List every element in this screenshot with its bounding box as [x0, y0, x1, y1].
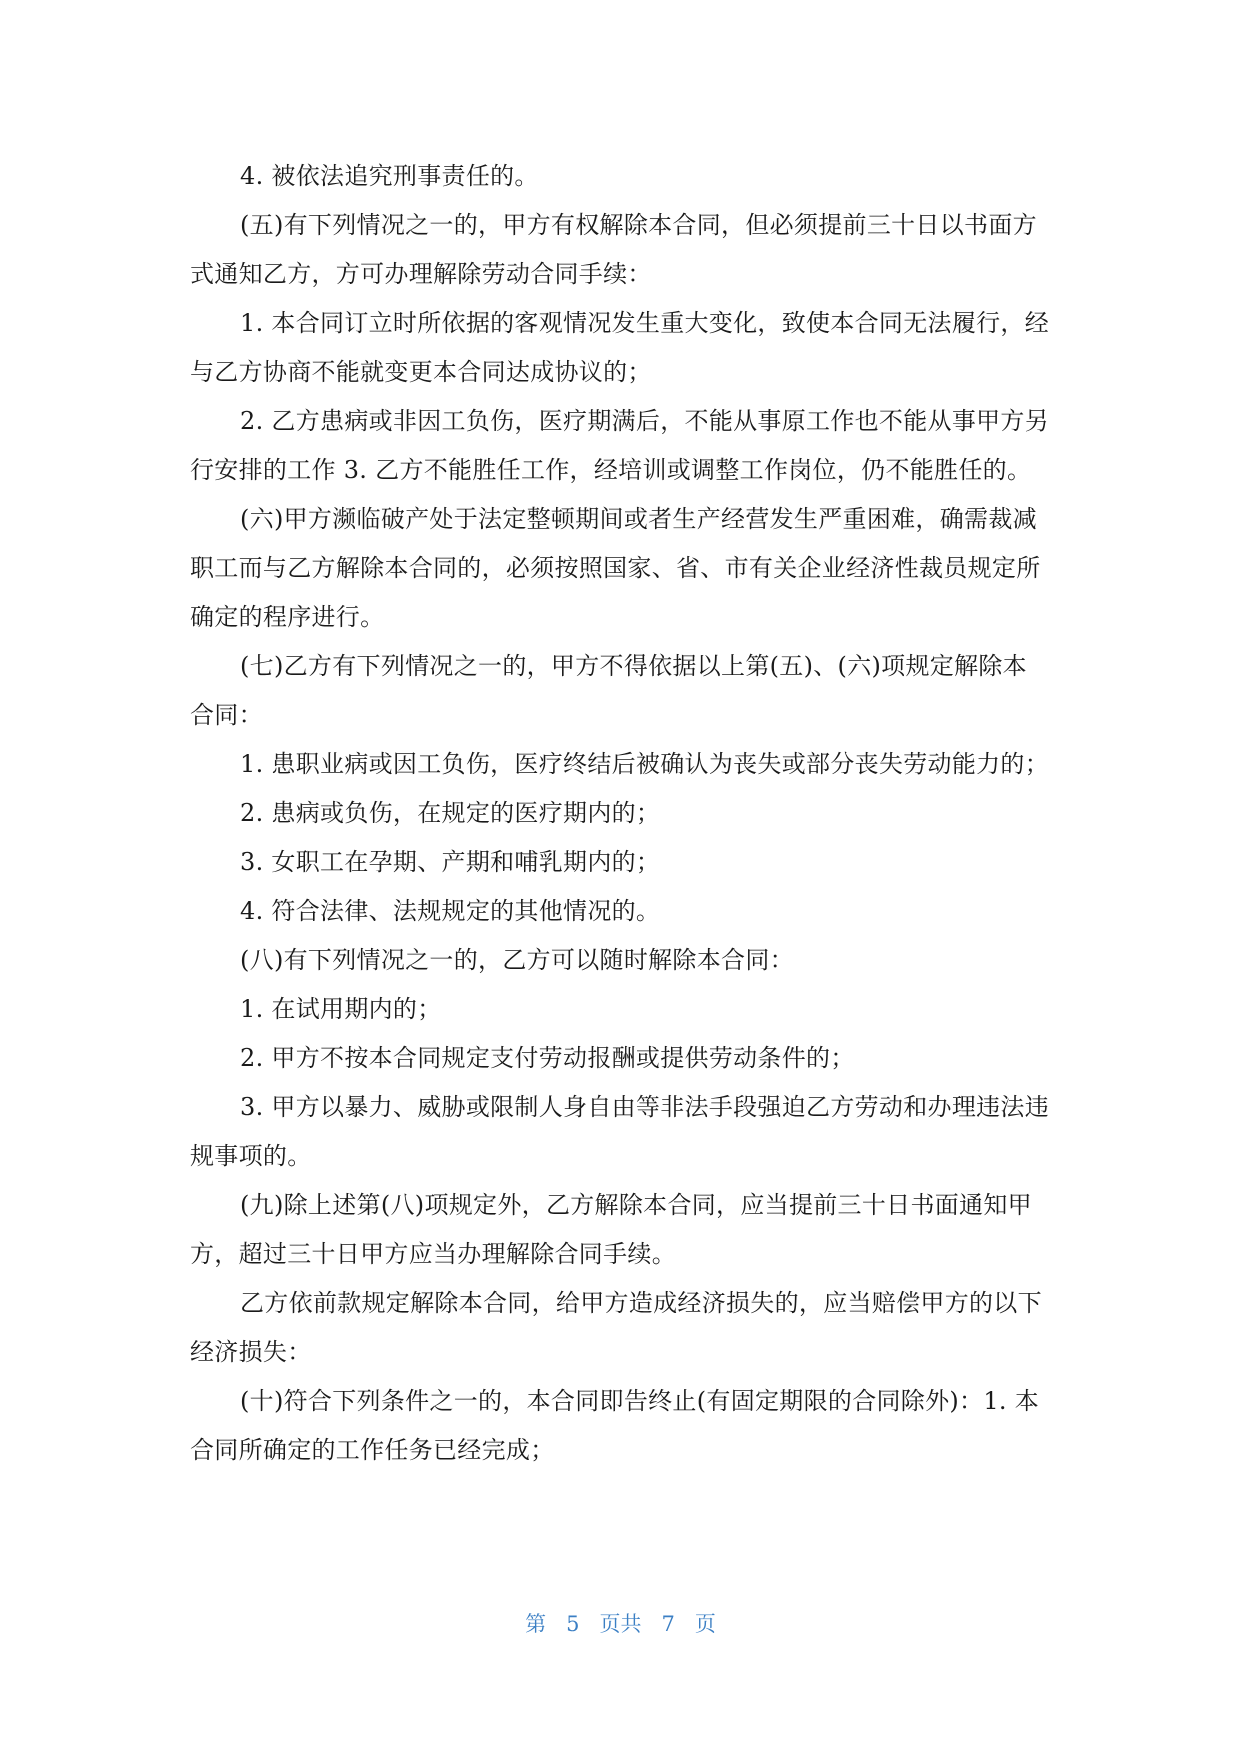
- paragraph-9: 3. 女职工在孕期、产期和哺乳期内的；: [240, 848, 661, 876]
- paragraph-12: 1. 在试用期内的；: [240, 995, 442, 1023]
- paragraph-2: (五)有下列情况之一的，甲方有权解除本合同，但必须提前三十日以书面方式通知乙方，方可办理解除劳动合同手续：: [190, 211, 1037, 288]
- paragraph-17: (十)符合下列条件之一的，本合同即告终止(有固定期限的合同除外)：1. 本合同所确定的工作任务已经完成；: [190, 1387, 1040, 1464]
- paragraph-10: 4. 符合法律、法规规定的其他情况的。: [240, 897, 661, 925]
- paragraph-4: 2. 乙方患病或非因工负伤，医疗期满后，不能从事原工作也不能从事甲方另行安排的工作 3. 乙方不能胜任工作，经培训或调整工作岗位，仍不能胜任的。: [190, 407, 1050, 484]
- page-suffix: 页: [694, 1612, 716, 1636]
- paragraph-11: (八)有下列情况之一的，乙方可以随时解除本合同：: [240, 946, 794, 974]
- page-mid-label: 页共: [599, 1612, 642, 1636]
- paragraph-14: 3. 甲方以暴力、威胁或限制人身自由等非法手段强迫乙方劳动和办理违法违规事项的。: [190, 1093, 1050, 1170]
- paragraph-8: 2. 患病或负伤，在规定的医疗期内的；: [240, 799, 661, 827]
- paragraph-5: (六)甲方濒临破产处于法定整顿期间或者生产经营发生严重困难，确需裁减职工而与乙方解除本合同的，必须按照国家、省、市有关企业经济性裁员规定所确定的程序进行。: [190, 505, 1041, 631]
- paragraph-13: 2. 甲方不按本合同规定支付劳动报酬或提供劳动条件的；: [240, 1044, 855, 1072]
- paragraph-6: (七)乙方有下列情况之一的，甲方不得依据以上第(五)、(六)项规定解除本合同：: [190, 652, 1027, 729]
- total-pages-number: 7: [661, 1612, 675, 1636]
- paragraph-1: 4. 被依法追究刑事责任的。: [240, 162, 539, 190]
- paragraph-15: (九)除上述第(八)项规定外，乙方解除本合同，应当提前三十日书面通知甲方，超过三十日甲方应当办理解除合同手续。: [190, 1191, 1032, 1268]
- paragraph-3: 1. 本合同订立时所依据的客观情况发生重大变化，致使本合同无法履行，经与乙方协商不能就变更本合同达成协议的；: [190, 309, 1050, 386]
- paragraph-16: 乙方依前款规定解除本合同，给甲方造成经济损失的，应当赔偿甲方的以下经济损失：: [190, 1289, 1042, 1366]
- paragraph-7: 1. 患职业病或因工负伤，医疗终结后被确认为丧失或部分丧失劳动能力的；: [240, 750, 1050, 778]
- current-page-number: 5: [566, 1612, 580, 1636]
- document-body: [190, 152, 1050, 1475]
- page-number-footer: [0, 1608, 1241, 1638]
- page-prefix: 第: [525, 1612, 547, 1636]
